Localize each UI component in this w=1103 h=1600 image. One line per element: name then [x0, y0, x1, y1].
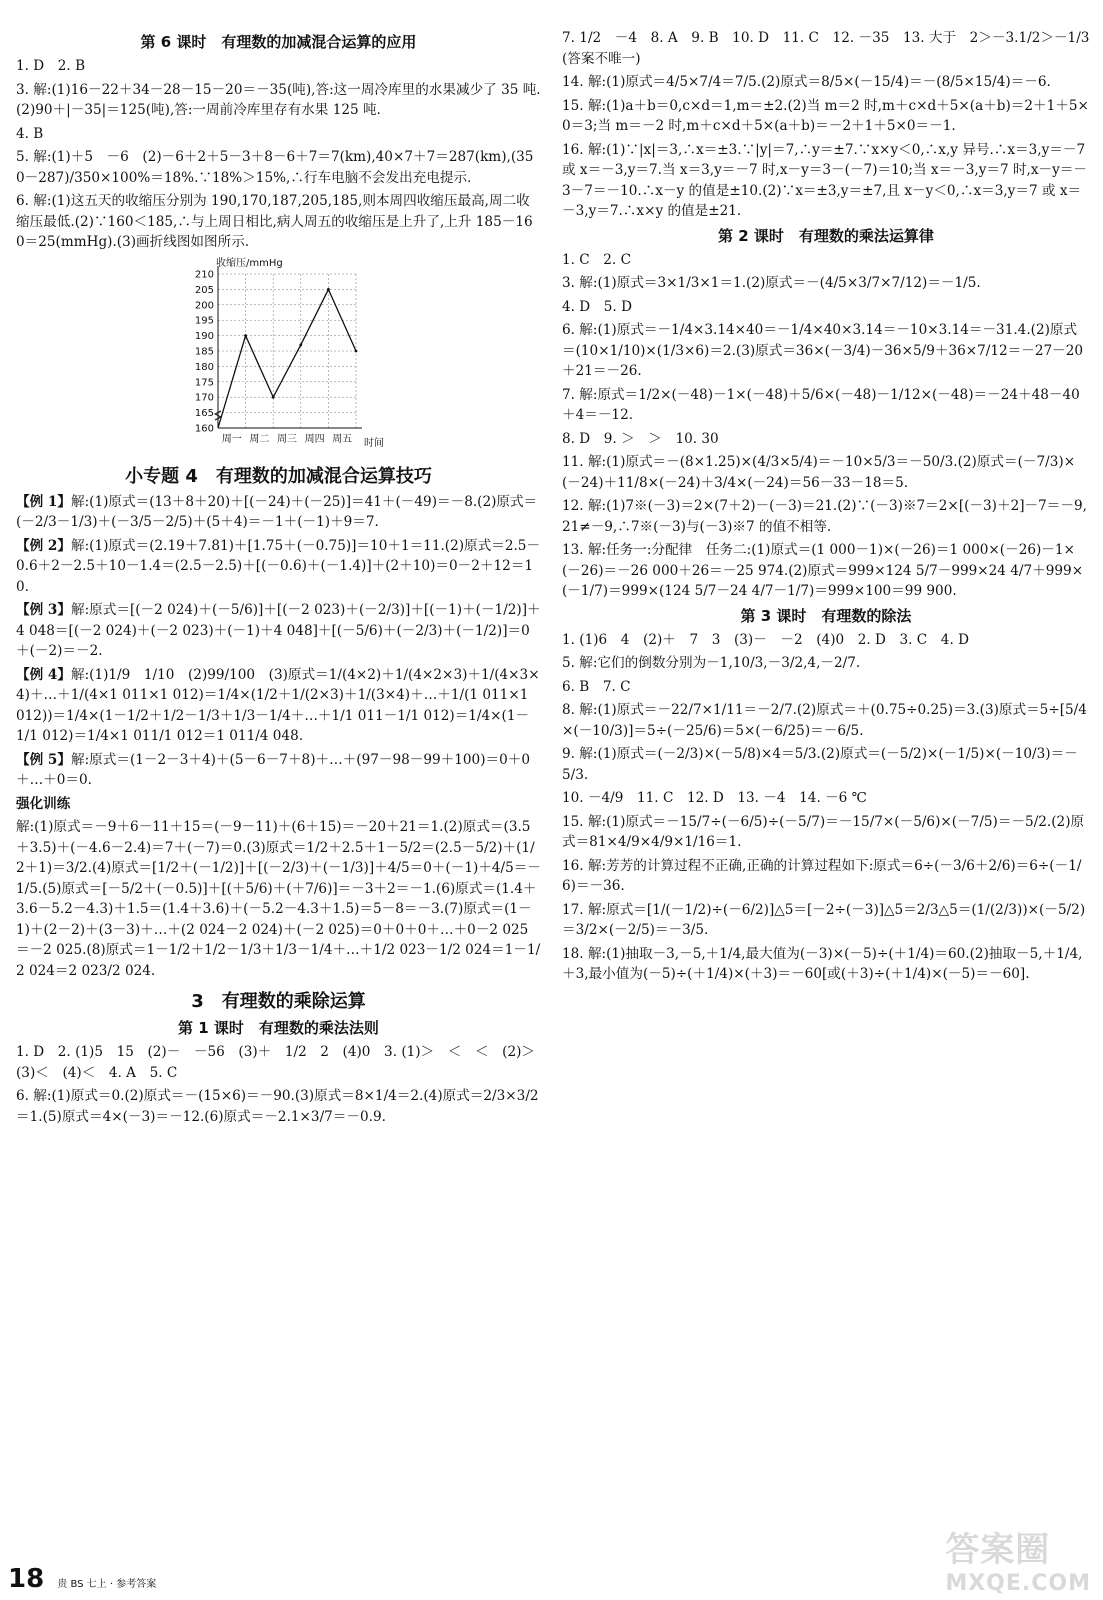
data-point	[327, 288, 330, 291]
page-number: 18	[8, 1564, 45, 1594]
lesson2-answer-4-5: 4. D 5. D	[562, 298, 632, 315]
y-tick-label: 170	[194, 392, 214, 404]
y-tick-label: 210	[194, 269, 214, 280]
y-axis-title: 收缩压/mmHg	[216, 257, 283, 269]
example-2	[16, 536, 541, 598]
lesson2-title: 第 2 课时 有理数的乘法运算律	[718, 226, 934, 245]
answer-15: 15. 解:(1)a＋b＝0,c×d＝1,m＝±2.(2)当 m＝2 时,m＋c×d＋5×(a＋b)＝2＋1＋5×0＝3;当 m＝－2 时,m＋c×d＋5×(a＋b)＝－2＋1＋5×0＝－1.	[562, 97, 1089, 134]
x-axis-title: 时间	[364, 437, 384, 449]
data-point	[355, 349, 358, 352]
lesson2-answer-12: 12. 解:(1)7※(－3)＝2×(7＋2)－(－3)＝21.(2)∵(－3)※7＝2×[(－3)＋2]－7＝－9,21≠－9,∴7※(－3)与(－3)※7 的值不相等.	[562, 498, 1087, 535]
page-footer	[8, 1564, 156, 1594]
answer-7-13: 7. 1/2 －4 8. A 9. B 10. D 11. C 12. －35 13. 大于 2＞－3.1/2＞－1/3(答案不唯一)	[562, 30, 1090, 67]
answer-3: 3. 解:(1)16－22＋34－28－15－20＝－35(吨),答:这一周冷库里的水果减少了 35 吨.(2)90＋|－35|＝125(吨),答:一周前冷库里存有水果 125 吨.	[16, 81, 541, 118]
x-tick-label: 周一	[221, 433, 242, 445]
answer-4: 4. B	[16, 125, 44, 142]
example-1	[16, 492, 541, 533]
x-tick-label: 周二	[249, 433, 270, 445]
lesson3-answer-17: 17. 解:原式＝[1/(－1/2)÷(－6/2)]△5＝[－2÷(－3)]△5＝2/3△5＝(1/(2/3))×(－5/2)＝3/2×(－2/5)＝－3/5.	[562, 901, 1086, 938]
lesson2-answer-8-10: 8. D 9. ＞ ＞ 10. 30	[562, 430, 719, 447]
axis-break-mark	[215, 411, 221, 420]
left-column	[16, 28, 549, 1130]
example-1-tag: 【例 1】	[16, 493, 71, 510]
lesson3-answer-6-7: 6. B 7. C	[562, 678, 631, 695]
example-5-tag: 【例 5】	[16, 751, 71, 768]
y-tick-label: 205	[194, 284, 214, 296]
blood-pressure-line-chart	[186, 256, 386, 456]
training-heading: 强化训练	[16, 795, 71, 812]
lesson2-answer-1-2: 1. C 2. C	[562, 251, 631, 268]
x-tick-label: 周五	[332, 433, 353, 445]
lesson1-answers-1-5: 1. D 2. (1)5 15 (2)－ －56 (3)＋ 1/2 2 (4)0 3. (1)＞ ＜ ＜ (2)＞ (3)＜ (4)＜ 4. A 5. C	[16, 1044, 549, 1081]
watermark	[945, 1522, 1091, 1596]
example-2-body: 解:(1)原式＝(2.19＋7.81)＋[1.75＋(－0.75)]＝10＋1＝11.(2)原式＝2.5－0.6＋2－2.5＋10－1.4＝(2.5－2.5)＋[(－0.6)＋(－1.4)]＋(2＋10)＝0－2＋12＝10.	[16, 537, 541, 595]
answer-6: 6. 解:(1)这五天的收缩压分别为 190,170,187,205,185,则本周四收缩压最高,周二收缩压最低.(2)∵160＜185,∴与上周日相比,病人周五的收缩压是上升了,上升 185－160＝25(mmHg).(3)画折线图如图所示.	[16, 193, 533, 250]
lesson2-answer-3: 3. 解:(1)原式＝3×1/3×1＝1.(2)原式＝－(4/5×3/7×7/12)＝－1/5.	[562, 275, 981, 291]
topic4-title: 小专题 4 有理数的加减混合运算技巧	[125, 465, 432, 487]
training-body: 解:(1)原式＝－9＋6－11＋15＝(－9－11)＋(6＋15)＝－20＋21＝1.(2)原式＝(3.5＋3.5)＋(－4.6－2.4)＝7＋(－7)＝0.(3)原式＝1/2＋2.5＋1－5/2＝(2.5－5/2)＋(1/2＋1)＝3/2.(4)原式＝[1/2＋(－1/2)]＋[(－2/3)＋(－1/3)]＋4/5＝0＋(－1)＋4/5＝－1/5.(5)原式＝[－5/2＋(－0.5)]＋[(＋5/6)＋(＋7/6)]＝－3＋2＝－1.(6)原式＝(1.4＋3.6－5.2－4.3)＋1.5＝(1.4＋3.6)＋(－5.2－4.3＋1.5)＝5－8＝－3.(7)原式＝(1－1)＋(2－2)＋(3－3)＋…＋(2 024－2 024)＋(－2 025)＝0＋0＋0＋…＋0－2 025＝－2 025.(8)原式＝1－1/2＋1/2－1/3＋1/3－1/4＋…＋1/2 023－1/2 024＝1－1/2 024＝2 023/2 024.	[16, 819, 541, 979]
lesson3-answer-5: 5. 解:它们的倒数分别为－1,10/3,－3/2,4,－2/7.	[562, 655, 861, 671]
answer-5: 5. 解:(1)＋5 －6 (2)－6＋2＋5－3＋8－6＋7＝7(km),40×7＋7＝287(km),(350－287)/350×100%＝18%.∵18%＞15%,∴行车电脑不会发出充电提示.	[16, 149, 534, 186]
example-3-body: 解:原式＝[(－2 024)＋(－5/6)]＋[(－2 023)＋(－2/3)]＋[(－1)＋(－1/2)]＋4 048＝[(－2 024)＋(－2 023)＋(－1)＋4 048]＋[(－5/6)＋(－2/3)＋(－1/2)]＝0＋(－2)＝－2.	[16, 602, 541, 659]
answer-1-2: 1. D 2. B	[16, 58, 86, 74]
watermark-line-2: MXQE.COM	[945, 1571, 1091, 1596]
y-tick-label: 160	[194, 423, 214, 434]
example-3-tag: 【例 3】	[16, 602, 71, 618]
example-4-body: 解:(1)1/9 1/10 (2)99/100 (3)原式＝1/(4×2)＋1/(4×2×3)＋1/(4×3×4)＋…＋1/(4×1 011×1 012)＝1/4×(1/2＋1/(2×3)＋1/(3×4)＋…＋1/(1 011×1 012))＝1/4×(1－1/2＋1/2－1/3＋1/3－1/4＋…＋1/1 011－1/1 012)＝1/4×(1－1/1 012)＝1/4×1 011/1 012＝1 011/4 048.	[16, 666, 540, 744]
example-2-tag: 【例 2】	[16, 537, 71, 554]
footer-text: 贵 BS 七上 · 参考答案	[57, 1579, 157, 1590]
lesson3-answer-10-14: 10. －4/9 11. C 12. D 13. －4 14. －6 ℃	[562, 790, 867, 806]
lesson1-answer-6: 6. 解:(1)原式＝0.(2)原式＝－(15×6)＝－90.(3)原式＝8×1/4＝2.(4)原式＝2/3×3/2＝1.(5)原式＝4×(－3)＝－12.(6)原式＝－2.1×3/7＝－0.9.	[16, 1088, 539, 1125]
y-tick-label: 165	[194, 407, 214, 419]
x-tick-label: 周三	[277, 433, 297, 445]
lesson3-answer-1-4: 1. (1)6 4 (2)＋ 7 3 (3)－ －2 (4)0 2. D 3. C 4. D	[562, 631, 969, 648]
y-tick-label: 185	[194, 346, 214, 357]
lesson3-answer-18: 18. 解:(1)抽取－3,－5,＋1/4,最大值为(－3)×(－5)÷(＋1/4)＝60.(2)抽取－5,＋1/4,＋3,最小值为(－5)÷(＋1/4)×(＋3)＝－60[或(＋3)÷(＋1/4)×(－5)＝－60].	[562, 945, 1083, 982]
watermark-line-1: 答案圈	[945, 1530, 1051, 1570]
x-tick-label: 周四	[304, 433, 325, 445]
y-tick-label: 195	[194, 315, 214, 327]
lesson3-answer-16: 16. 解:芳芳的计算过程不正确,正确的计算过程如下:原式＝6÷(－3/6＋2/6)＝6÷(－1/6)＝－36.	[562, 857, 1082, 894]
y-tick-label: 175	[194, 376, 214, 388]
lesson6-title: 第 6 课时 有理数的加减混合运算的应用	[140, 33, 417, 51]
lesson3-answer-15: 15. 解:(1)原式＝－15/7÷(－6/5)÷(－5/7)＝－15/7×(－5/6)×(－7/5)＝－5/2.(2)原式＝81×4/9×4/9×1/16＝1.	[562, 813, 1085, 850]
lesson3-title: 第 3 课时 有理数的除法	[740, 606, 912, 625]
lesson3-answer-9: 9. 解:(1)原式＝(－2/3)×(－5/8)×4＝5/3.(2)原式＝(－5/2)×(－1/5)×(－10/3)＝－5/3.	[562, 746, 1078, 783]
example-3	[16, 600, 541, 662]
y-tick-label: 200	[194, 299, 214, 311]
lesson2-answer-11: 11. 解:(1)原式＝－(8×1.25)×(4/3×5/4)＝－10×5/3＝－50/3.(2)原式＝(－7/3)×(－24)＋11/8×(－24)＋3/4×(－24)＝56－33－18＝5.	[562, 454, 1076, 491]
example-1-body: 解:(1)原式＝(13＋8＋20)＋[(－24)＋(－25)]＝41＋(－49)＝－8.(2)原式＝(－2/3－1/3)＋(－3/5－2/5)＋(5＋4)＝－1＋(－1)＋9＝7.	[16, 493, 538, 530]
example-5-body: 解:原式＝(1－2－3＋4)＋(5－6－7＋8)＋…＋(97－98－99＋100)＝0＋0＋…＋0＝0.	[16, 751, 530, 788]
example-4-tag: 【例 4】	[16, 666, 71, 683]
example-5	[16, 750, 541, 791]
y-tick-label: 190	[194, 330, 214, 342]
y-tick-label: 180	[194, 361, 214, 373]
lesson3-answer-8: 8. 解:(1)原式＝－22/7×1/11＝－2/7.(2)原式＝＋(0.75÷0.25)＝3.(3)原式＝5÷[5/4×(－10/3)]＝5÷(－25/6)＝5×(－6/25)＝－6/5.	[562, 702, 1087, 739]
data-point	[272, 395, 275, 398]
answer-14: 14. 解:(1)原式＝4/5×7/4＝7/5.(2)原式＝8/5×(－15/4)＝－(8/5×15/4)＝－6.	[562, 74, 1051, 90]
section3-title: 3 有理数的乘除运算	[191, 991, 366, 1012]
lesson1-title: 第 1 课时 有理数的乘法法则	[178, 1019, 379, 1037]
data-point	[299, 343, 302, 346]
series-line	[218, 289, 356, 428]
right-column	[562, 28, 1090, 988]
data-point	[244, 334, 247, 337]
lesson2-answer-6: 6. 解:(1)原式＝－1/4×3.14×40＝－1/4×40×3.14＝－10×3.14＝－31.4.(2)原式＝(10×1/10)×(1/3×6)＝2.(3)原式＝36×(－3/4)－36×5/9＋36×7/12＝－27－20＋21＝－26.	[562, 322, 1084, 379]
answer-16: 16. 解:(1)∵|x|＝3,∴x＝±3.∵|y|＝7,∴y＝±7.∵x×y＜0,∴x,y 异号.∴x＝3,y＝－7 或 x＝－3,y＝7.当 x＝3,y＝－7 时,x－y＝3－(－7)＝10;当 x＝－3,y＝7 时,x－y＝－3－7＝－10.∴x－y 的值是±10.(2)∵x＝±3,y＝±7,且 x－y＜0,∴x＝3,y＝7 或 x＝－3,y＝7.∴x×y 的值是±21.	[562, 141, 1087, 219]
lesson2-answer-13: 13. 解:任务一:分配律 任务二:(1)原式＝(1 000－1)×(－26)＝1 000×(－26)－1×(－26)＝－26 000＋26＝－25 974.(2)原式＝999×124 5/7－999×24 4/7＋999×(－1/7)＝999×(124 5/7－24 4/7－1/7)＝999×100＝99 900.	[562, 542, 1084, 599]
lesson2-answer-7: 7. 解:原式＝1/2×(－48)－1×(－48)＋5/6×(－48)－1/12×(－48)＝－24＋48－40＋4＝－12.	[562, 386, 1080, 423]
example-4	[16, 665, 541, 747]
